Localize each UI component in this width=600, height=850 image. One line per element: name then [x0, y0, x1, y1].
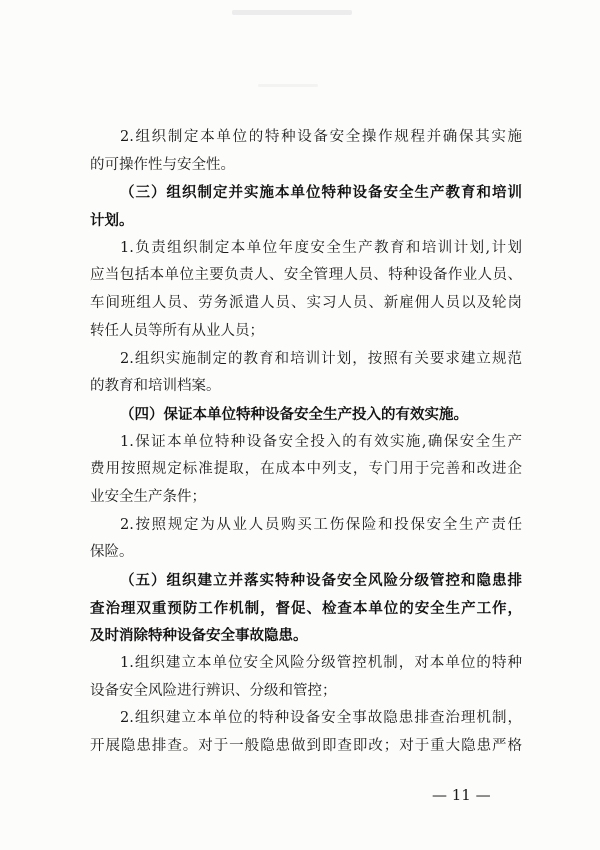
paragraph	[90, 650, 522, 705]
text-line: 保险。	[90, 544, 134, 561]
text-line: 2.组织建立本单位的特种设备安全事故隐患排查治理机制，	[120, 710, 522, 727]
paragraph	[90, 124, 522, 179]
heading-line: 及时消除特种设备安全事故隐患。	[90, 627, 308, 645]
heading-line: （三）组织制定并实施本单位特种设备安全生产教育和培训	[120, 184, 522, 202]
text-line: 车间班组人员、劳务派遣人员、实习人员、新雇佣人员以及轮岗	[90, 295, 522, 312]
section-heading	[90, 179, 522, 234]
text-line: 1.组织建立本单位安全风险分级管控机制，对本单位的特种	[120, 655, 522, 672]
scan-artifact-top	[232, 10, 352, 15]
heading-line: （四）保证本单位特种设备安全生产投入的有效实施。	[120, 405, 468, 423]
paragraph	[90, 235, 522, 346]
text-line: 2.按照规定为从业人员购买工伤保险和投保安全生产责任	[120, 516, 522, 533]
text-line: 的可操作性与安全性。	[90, 156, 235, 173]
heading-line: 查治理双重预防工作机制，督促、检查本单位的安全生产工作，	[90, 599, 522, 617]
text-line: 设备安全风险进行辨识、分级和管控；	[90, 682, 337, 699]
text-line: 开展隐患排查。对于一般隐患做到即查即改；对于重大隐患严格	[90, 738, 522, 755]
paragraph	[90, 512, 522, 567]
section-heading	[90, 401, 522, 429]
text-line: 费用按照规定标准提取，在成本中列支，专门用于完善和改进企	[90, 461, 522, 478]
paragraph	[90, 705, 522, 760]
section-heading	[90, 567, 522, 650]
text-line: 1.负责组织制定本单位年度安全生产教育和培训计划,计划	[120, 239, 522, 256]
page-number: — 11 —	[432, 786, 491, 804]
text-line: 2.组织制定本单位的特种设备安全操作规程并确保其实施	[120, 129, 522, 145]
document-body	[90, 124, 522, 761]
text-line: 2.组织实施制定的教育和培训计划，按照有关要求建立规范	[120, 350, 522, 367]
text-line: 的教育和培训档案。	[90, 378, 221, 395]
heading-line: （五）组织建立并落实特种设备安全风险分级管控和隐患排	[120, 572, 522, 589]
text-line: 1.保证本单位特种设备安全投入的有效实施,确保安全生产	[120, 433, 522, 450]
text-line: 应当包括本单位主要负责人、安全管理人员、特种设备作业人员、	[90, 267, 522, 284]
paragraph	[90, 346, 522, 401]
paragraph	[90, 429, 522, 512]
text-line: 业安全生产条件；	[90, 488, 206, 505]
text-line: 转任人员等所有从业人员；	[90, 322, 264, 339]
heading-line: 计划。	[90, 212, 134, 230]
scan-artifact-upper	[258, 84, 318, 87]
